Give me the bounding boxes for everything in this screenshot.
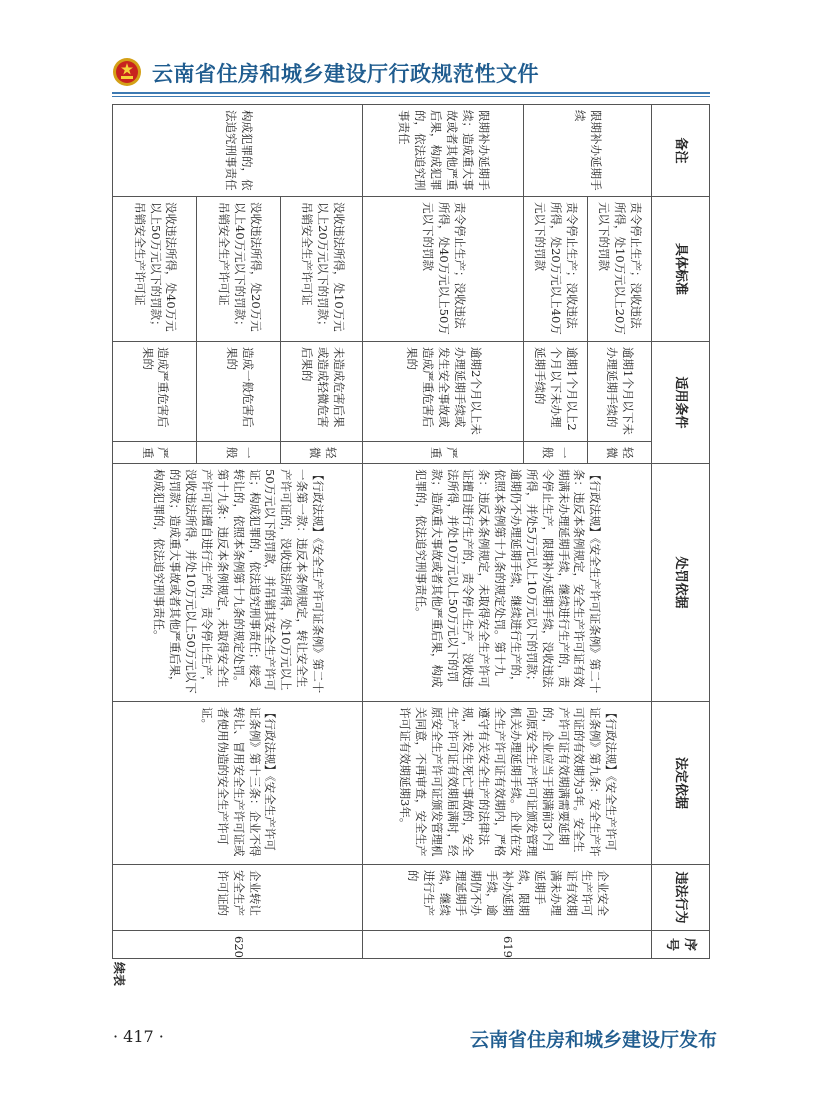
header-remark: 备注 — [651, 105, 709, 197]
level-619-light: 轻微 — [587, 442, 651, 464]
penalty-table — [112, 104, 710, 959]
header-divider-thin — [112, 96, 710, 97]
basis-619: 【行政法规】《安全生产许可证条例》第二十条：违反本条例规定，安全生产许可证有效期满未办理延期手续，继续进行生产的，责令停止生产，限期补办延期手续，没收违法所得，并处5万元以上10万元以下的罚款；逾期仍不办理延期手续，继续进行生产的，依照本条例第十九条的规定处罚。第十九条：违反本条例规定，未取得安全生产许可证擅自进行生产的，责令停止生产，没收违法所得，并处10万元以上50万元以下的罚款；造成重大事故或者其他严重后果，构成犯罪的，依法追究刑事责任。 — [363, 464, 651, 702]
act-620: 企业转让安全生产许可证的 — [113, 865, 363, 931]
page-number: · 417 · — [113, 1027, 164, 1046]
header-legal: 法定依据 — [651, 702, 709, 865]
standard-619-general: 责令停止生产；没收违法所得，处20万元以上40万元以下的罚款 — [523, 197, 587, 342]
condition-619-serious: 逾期2个月以上未办理延期手续或发生安全事故或造成严重危害后果的 — [363, 342, 523, 442]
act-619: 企业安全生产许可证有效期满未办理延期手续，限期补办延期手续，逾期仍不办理延期手续，继续进行生产的 — [363, 865, 651, 931]
standard-619-serious: 责令停止生产；没收违法所得，处40万元以上50万元以下的罚款 — [363, 197, 523, 342]
standard-620-serious: 没收违法所得，处40万元以上50万元以下的罚款；吊销安全生产许可证 — [113, 197, 197, 342]
header-standard: 具体标准 — [651, 197, 709, 342]
level-620-serious: 严重 — [113, 442, 197, 464]
standard-620-light: 没收违法所得，处10万元以上20万元以下的罚款；吊销安全生产许可证 — [281, 197, 363, 342]
level-619-serious: 严重 — [363, 442, 523, 464]
standard-619-light: 责令停止生产；没收违法所得，处10万元以上20万元以下的罚款 — [587, 197, 651, 342]
national-emblem-icon — [112, 57, 142, 87]
level-619-general: 一般 — [523, 442, 587, 464]
rotated-table-wrapper — [110, 104, 710, 1004]
condition-619-light: 逾期1个月以下未办理延期手续的 — [587, 342, 651, 442]
page-header-title: 云南省住房和城乡建设厅行政规范性文件 — [152, 62, 539, 86]
remark-620: 构成犯罪的，依法追究刑事责任 — [113, 105, 363, 197]
header-condition: 适用条件 — [651, 342, 709, 464]
condition-620-light: 未造成危害后果或造成轻微危害后果的 — [281, 342, 363, 442]
standard-620-general: 没收违法所得，处20万元以上40万元以下的罚款；吊销安全生产许可证 — [197, 197, 281, 342]
seq-620: 620 — [113, 931, 363, 959]
condition-619-general: 逾期1个月以上2个月以下未办理延期手续的 — [523, 342, 587, 442]
remark-619-serious: 限期补办延期手续；造成重大事故或者其他严重后果，构成犯罪的，依法追究刑事责任 — [363, 105, 523, 197]
condition-620-general: 造成一般危害后果的 — [197, 342, 281, 442]
header-act: 违法行为 — [651, 865, 709, 931]
header-seq: 序号 — [651, 931, 709, 959]
seq-619: 619 — [363, 931, 651, 959]
level-620-light: 轻微 — [281, 442, 363, 464]
header-divider — [112, 92, 710, 94]
remark-619-top: 限期补办延期手续 — [523, 105, 651, 197]
condition-620-serious: 造成严重危害后果的 — [113, 342, 197, 442]
legal-619: 【行政法规】《安全生产许可证条例》第九条：安全生产许可证的有效期为3年。安全生产许可证有效期满需要延期的，企业应当于期满前3个月向原安全生产许可证颁发管理机关办理延期手续。企业在安全生产许可证有效期内，严格遵守有关安全生产的法律法规，未发生死亡事故的，安全生产许可证有效期届满时，经原安全生产许可证颁发管理机关同意，不再审查，安全生产许可证有效期延期3年。 — [363, 702, 651, 865]
continued-label: 续表 — [112, 962, 126, 987]
level-620-general: 一般 — [197, 442, 281, 464]
basis-620: 【行政法规】《安全生产许可证条例》第二十一条第一款：违反本条例规定，转让安全生产许可证的，没收违法所得，处10万元以上50万元以下的罚款，并吊销其安全生产许可证；构成犯罪的，依法追究刑事责任；接受转让的，依照本条例第十九条的规定处罚。第十九条：违反本条例规定，未取得安全生产许可证擅自进行生产的，责令停止生产，没收违法所得，并处10万元以上50万元以下的罚款；造成重大事故或者其他严重后果，构成犯罪的，依法追究刑事责任。 — [113, 464, 363, 702]
footer-publisher: 云南省住房和城乡建设厅发布 — [470, 1029, 718, 1051]
legal-620: 【行政法规】《安全生产许可证条例》第十三条：企业不得转让、冒用安全生产许可证或者使用伪造的安全生产许可证。 — [113, 702, 363, 865]
header-basis: 处罚依据 — [651, 464, 709, 702]
